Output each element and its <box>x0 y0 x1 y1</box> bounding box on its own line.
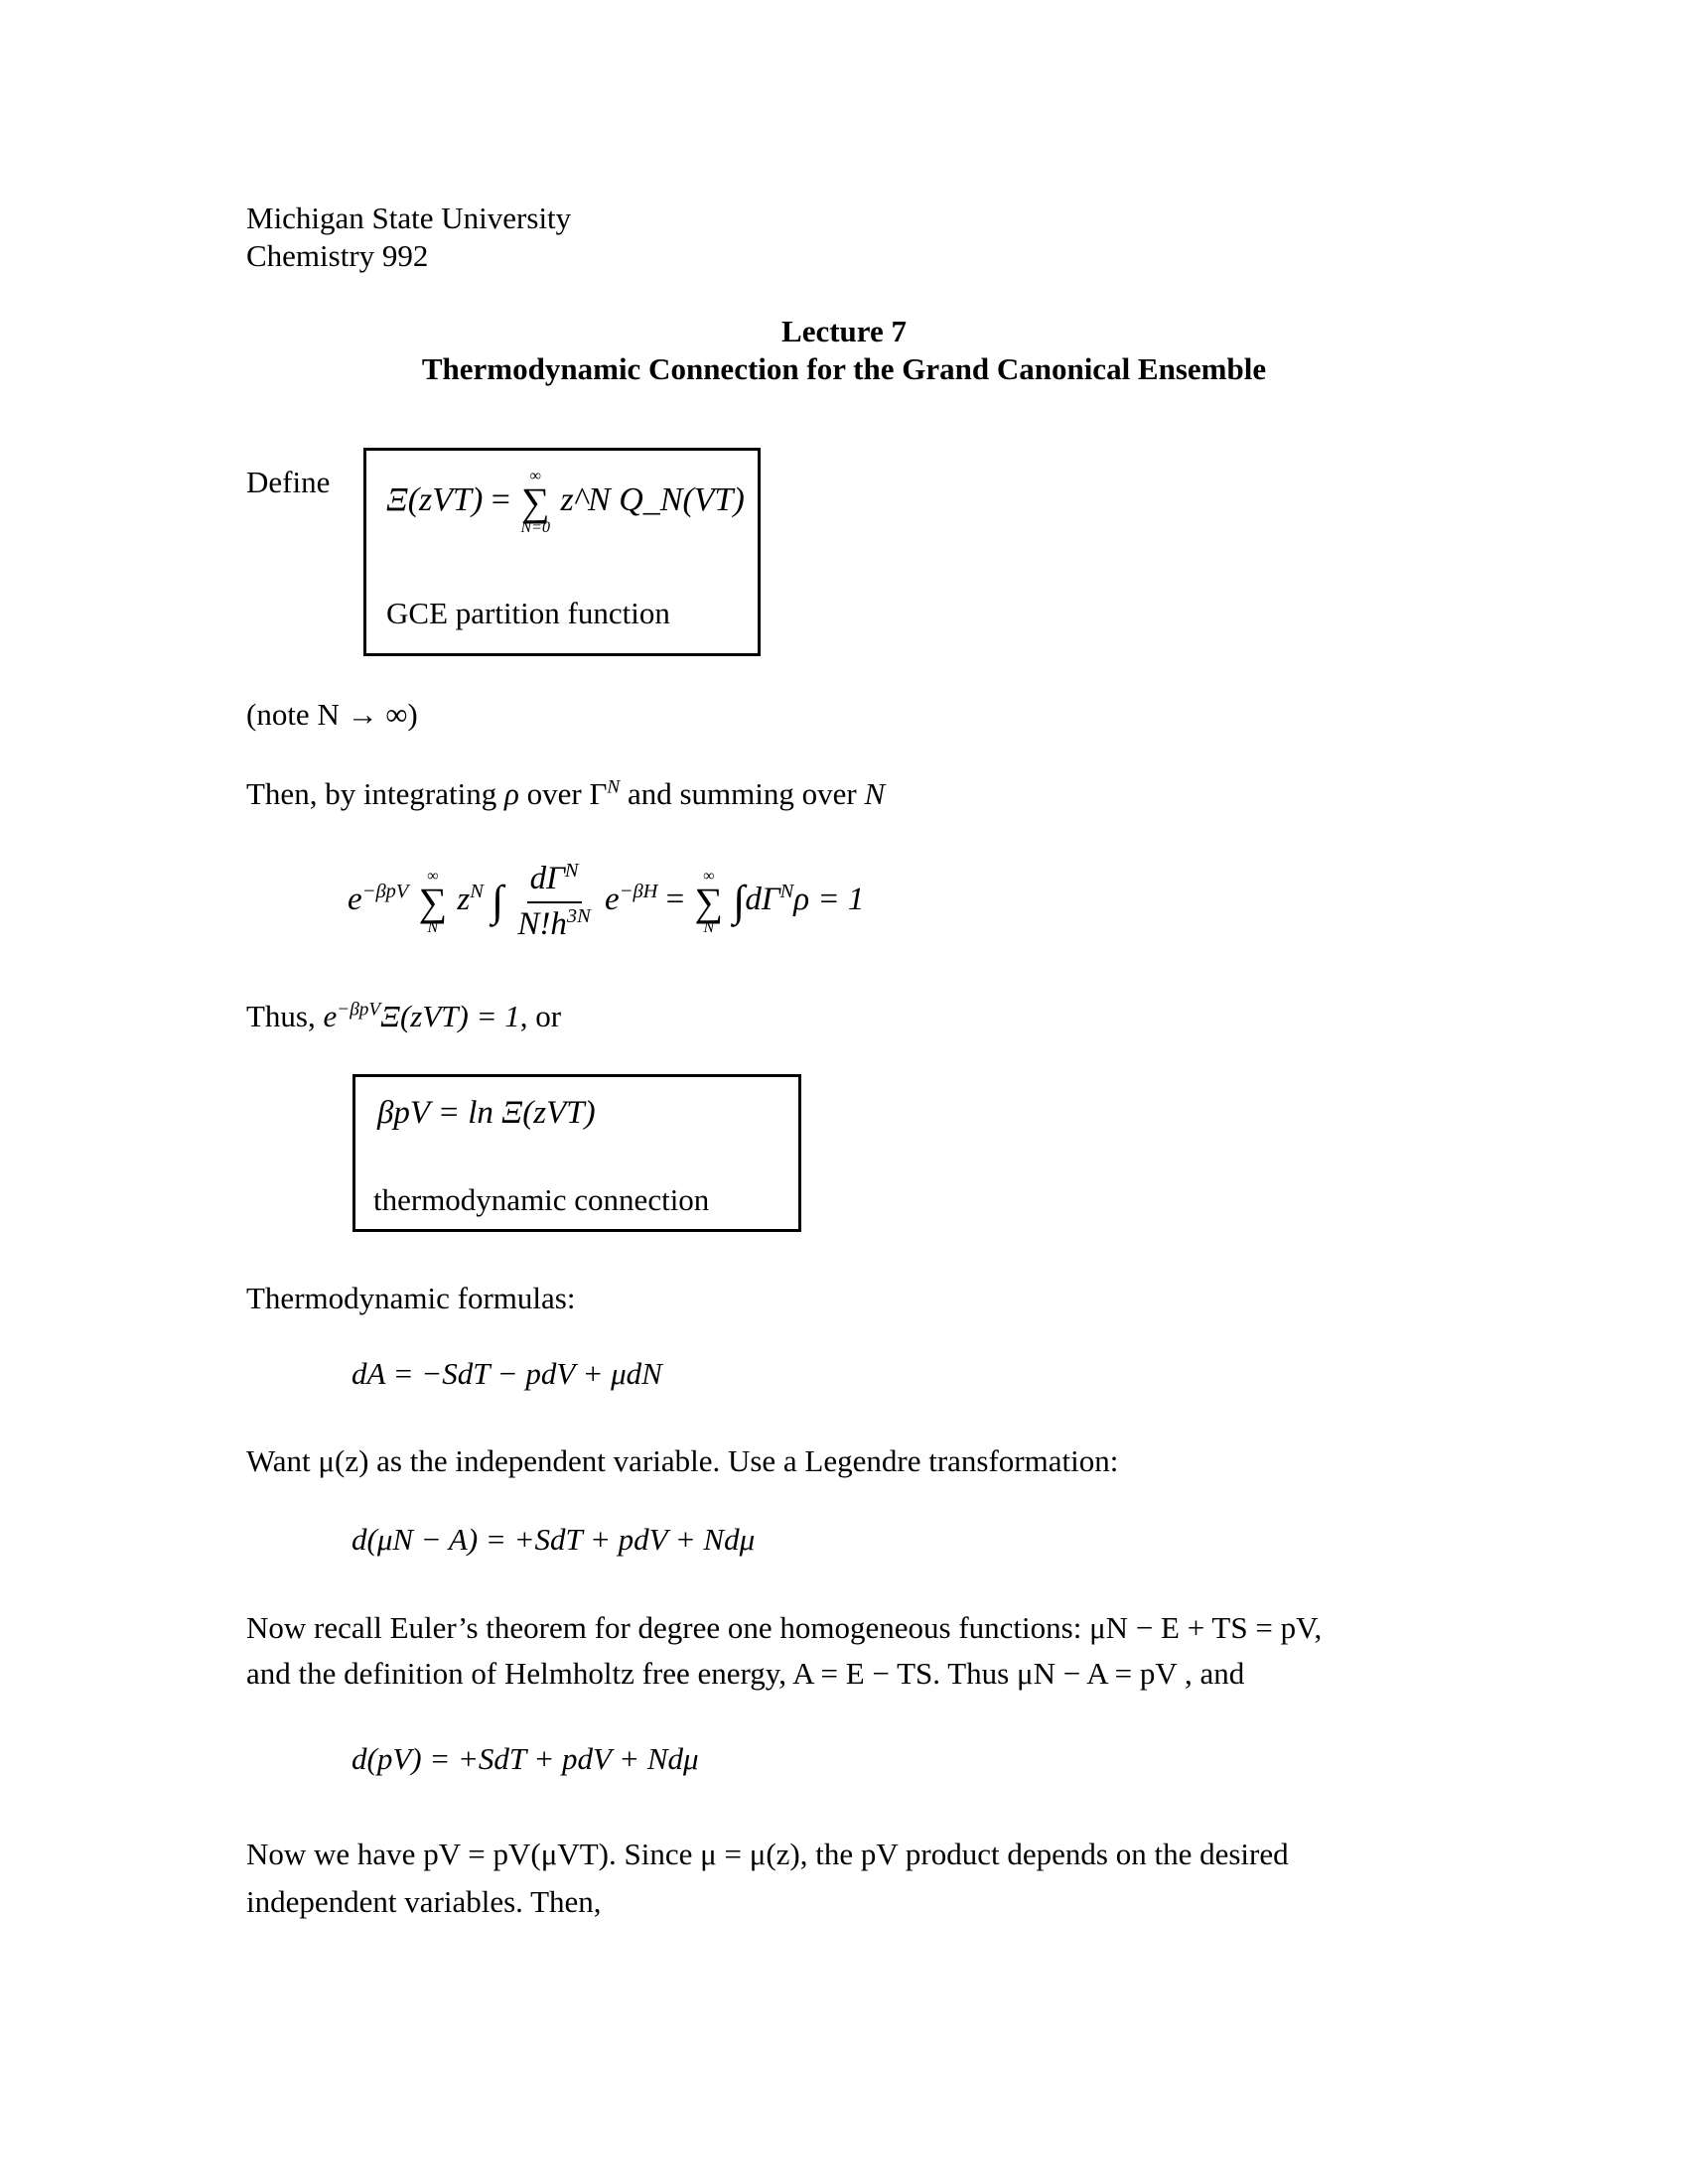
sum2-upper-limit: ∞ <box>703 867 715 885</box>
gce-partition-equation: Ξ(zVT) = ∞ ∑ N=0 z^N Q_N(VT) <box>386 468 745 536</box>
rho-symbol: ρ <box>504 776 519 811</box>
thus-expression: Ξ(zVT) = 1 <box>380 999 520 1033</box>
boltzmann-exponent: −βH <box>619 881 658 903</box>
denominator-exponent: 3N <box>566 904 591 927</box>
summation-symbol-2: ∞ ∑ N <box>694 867 724 936</box>
thus-line <box>246 1001 561 1031</box>
legendre-equation: d(μN − A) = +SdT + pdV + Ndμ <box>352 1522 756 1557</box>
conclusion-line-1: Now we have pV = pV(μVT). Since μ = μ(z), the pV product depends on the desired <box>246 1837 1289 1871</box>
n-symbol: N <box>864 776 886 811</box>
note-n-infinity: (note N → ∞) <box>246 697 418 732</box>
gce-partition-function-box <box>363 448 761 656</box>
institution-name: Michigan State University <box>246 201 572 235</box>
intro-text-1: Then, by integrating <box>246 776 497 811</box>
equation-rhs: z^N Q_N(VT) <box>560 480 745 518</box>
integral-sign: ∫ <box>492 877 504 926</box>
gce-caption: GCE partition function <box>386 596 670 630</box>
sum-upper-limit: ∞ <box>529 468 541 484</box>
exp-base: e <box>348 882 362 918</box>
connection-caption: thermodynamic connection <box>373 1182 710 1217</box>
equals-sign: = <box>665 882 685 918</box>
fraction-numerator: dΓ <box>529 861 565 896</box>
sum-lower-limit: N=0 <box>520 519 550 536</box>
thermodynamic-connection-box <box>352 1074 801 1232</box>
sum-upper-limit: ∞ <box>427 867 439 885</box>
intro-text-3: and summing over <box>627 776 857 811</box>
thus-label: Thus, <box>246 999 316 1033</box>
intro-text-2: over <box>526 776 582 811</box>
phase-space-fraction <box>514 860 593 944</box>
legendre-intro: Want μ(z) as the independent variable. Use a Legendre transformation: <box>246 1443 1119 1478</box>
thus-exp-power: −βpV <box>337 999 381 1021</box>
rhs-differential: dΓ <box>745 882 780 918</box>
lecture-number-text: Lecture 7 <box>781 314 907 348</box>
formulas-heading: Thermodynamic formulas: <box>246 1281 576 1315</box>
fugacity-exponent: N <box>470 881 484 903</box>
exp-power: −βpV <box>361 881 409 903</box>
sum-lower-limit: N <box>427 918 439 936</box>
page-title <box>0 353 1688 384</box>
integration-intro <box>246 778 885 809</box>
summation-symbol: ∞ ∑ N=0 <box>520 468 550 536</box>
integration-equation <box>348 860 864 944</box>
course-name: Chemistry 992 <box>246 238 429 273</box>
helmholtz-differential: dA = −SdT − pdV + μdN <box>352 1356 662 1391</box>
gamma-symbol: Γ <box>589 776 608 811</box>
connection-equation: βpV = ln Ξ(zVT) <box>377 1095 596 1131</box>
euler-line-2: and the definition of Helmholtz free energy, A = E − TS. Thus μN − A = pV , and <box>246 1656 1245 1691</box>
fugacity-z: z <box>457 882 471 918</box>
page-title-text: Thermodynamic Connection for the Grand Canonical Ensemble <box>421 351 1267 386</box>
rhs-tail: ρ = 1 <box>793 882 865 918</box>
dpv-equation: d(pV) = +SdT + pdV + Ndμ <box>352 1741 699 1776</box>
thus-exp-base: e <box>323 999 338 1033</box>
summation-symbol: ∞ ∑ N <box>418 867 448 936</box>
thus-tail: , or <box>519 999 562 1033</box>
euler-line-1: Now recall Euler’s theorem for degree one homogeneous functions: μN − E + TS = pV, <box>246 1610 1323 1645</box>
rhs-exponent: N <box>779 881 794 903</box>
sum2-lower-limit: N <box>703 918 715 936</box>
fraction-denominator: N!h <box>517 905 567 942</box>
equation-lhs: Ξ(zVT) <box>386 480 484 518</box>
define-label: Define <box>246 465 331 499</box>
integral-sign-2: ∫ <box>733 877 746 926</box>
boltzmann-base: e <box>605 882 620 918</box>
numerator-exponent: N <box>564 860 579 882</box>
gamma-superscript: N <box>607 776 621 798</box>
lecture-number <box>0 316 1688 346</box>
conclusion-line-2: independent variables. Then, <box>246 1884 602 1919</box>
